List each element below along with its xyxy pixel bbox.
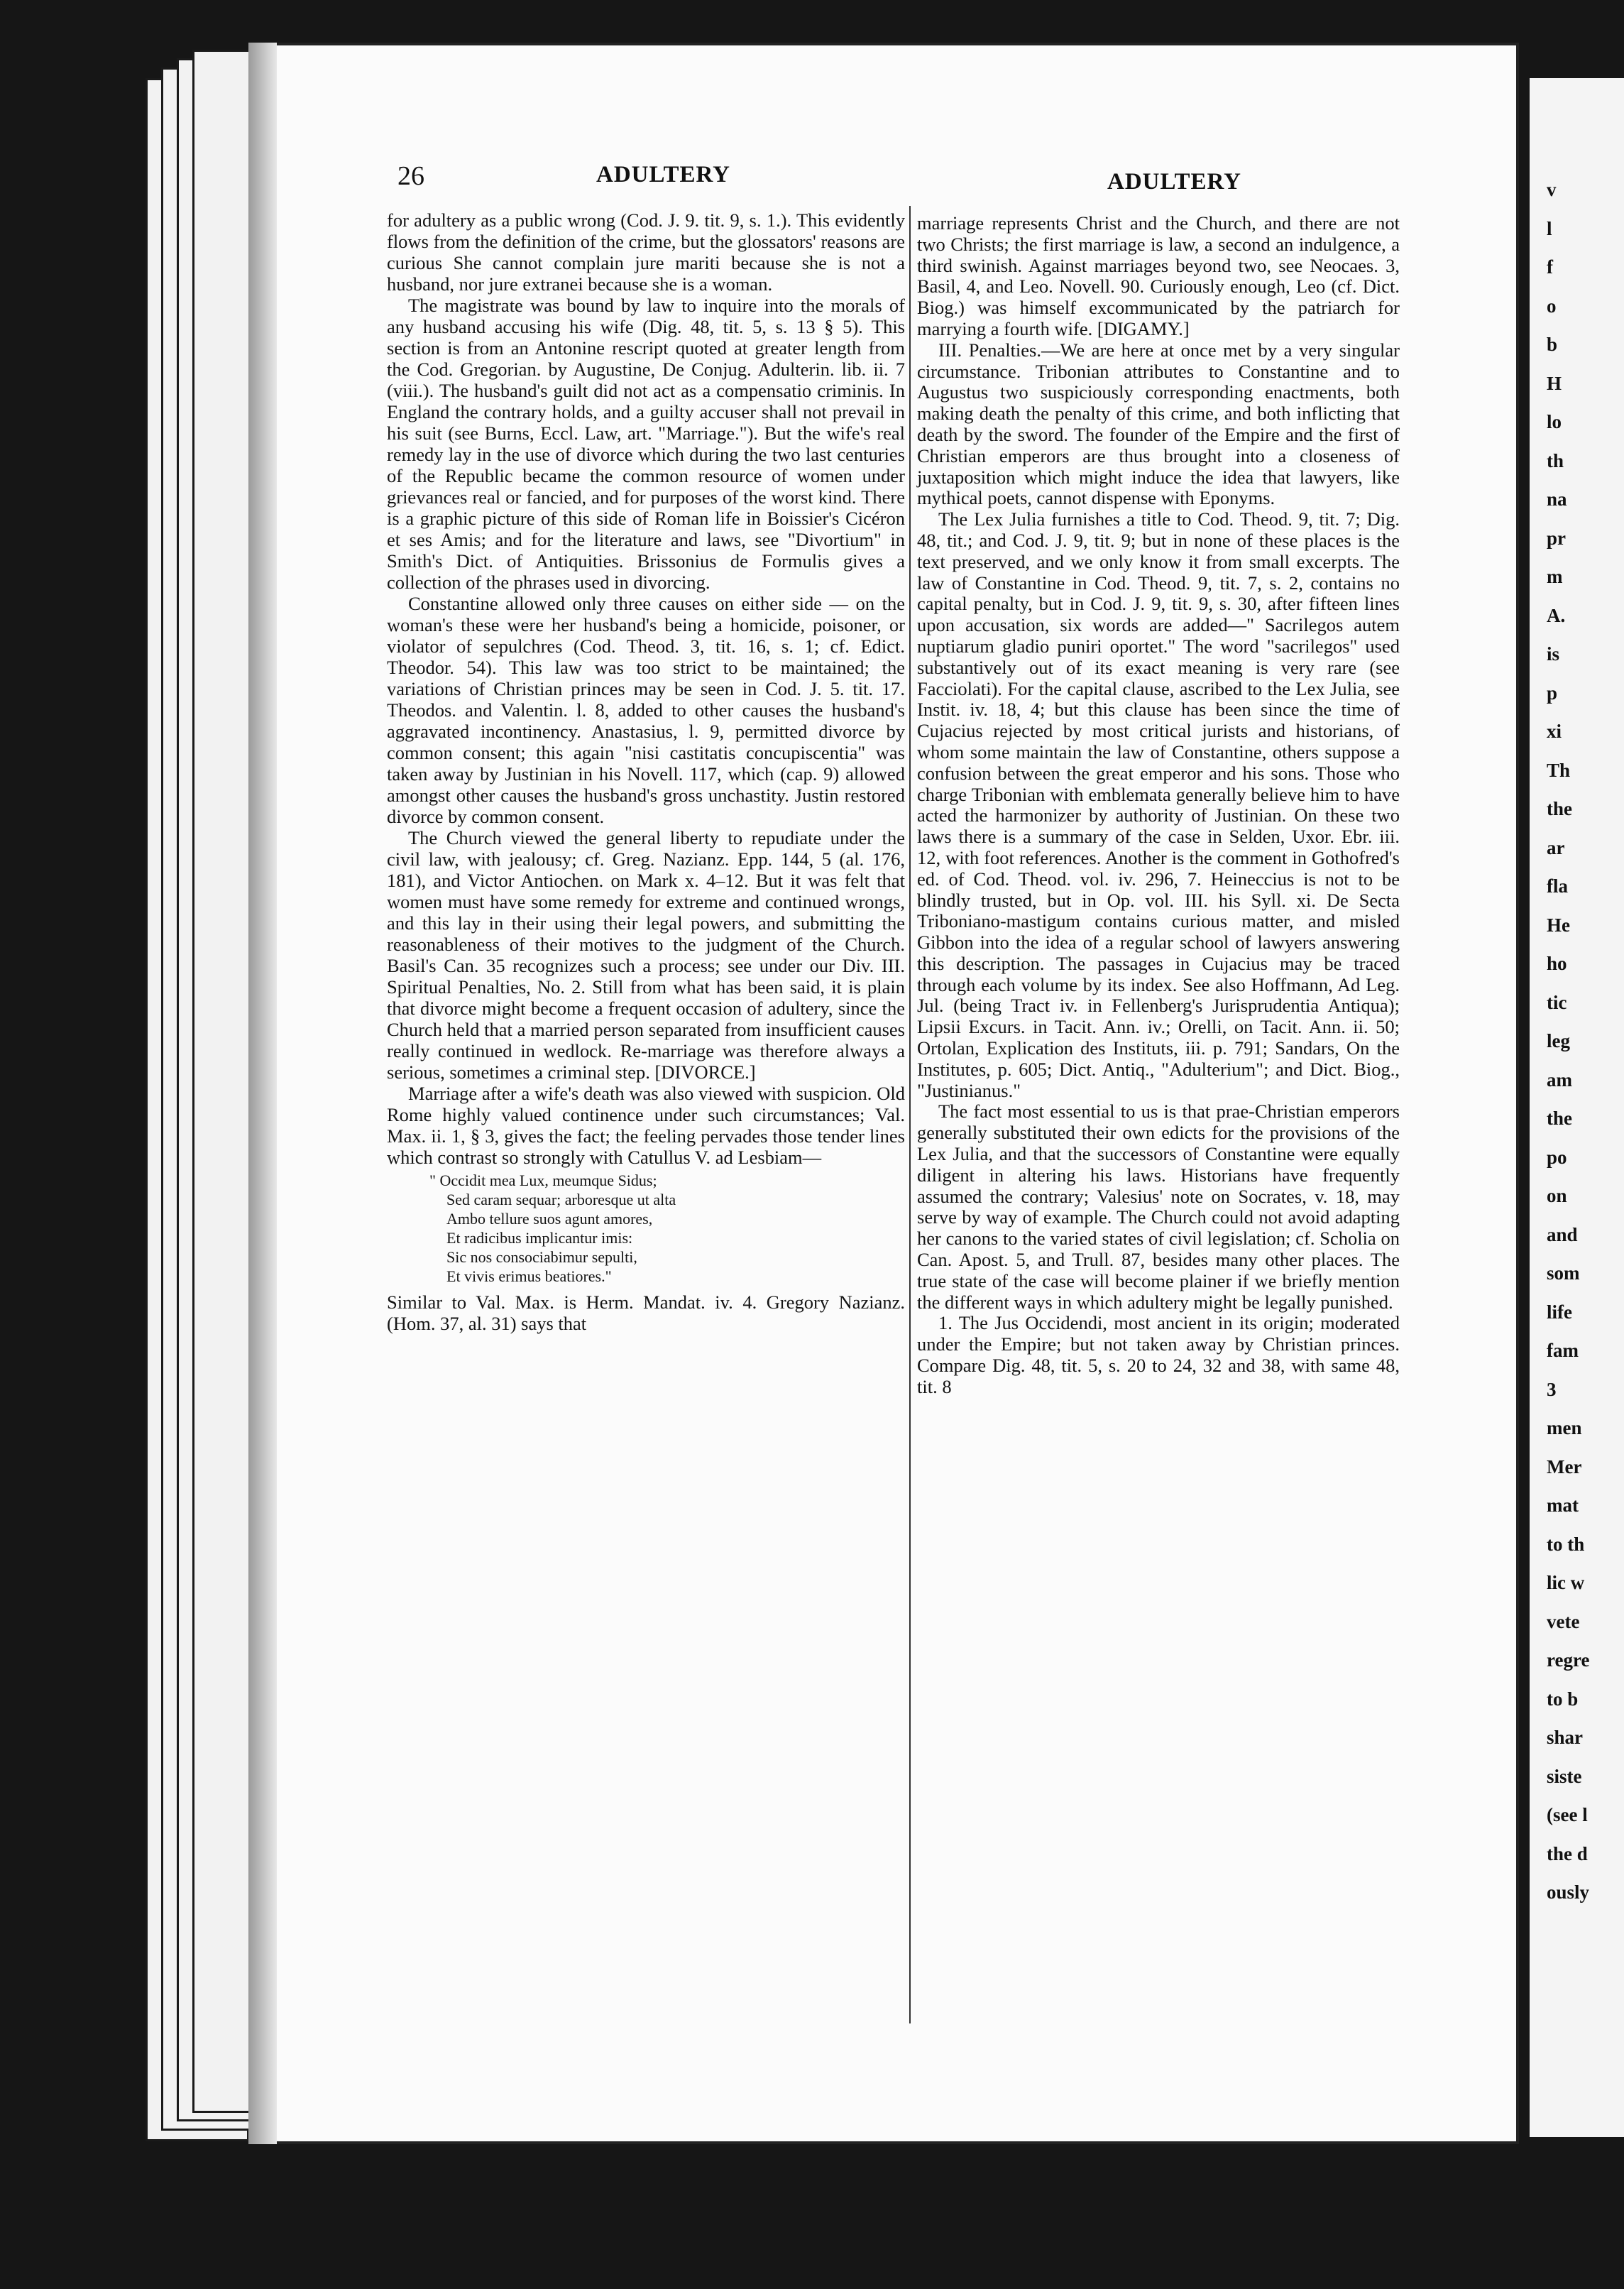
facing-page-fragment: ar (1547, 836, 1565, 858)
facing-page-fragment: shar (1547, 1727, 1584, 1748)
facing-page-fragment: (see l (1547, 1804, 1588, 1825)
facing-page-fragment: the (1547, 1108, 1572, 1129)
running-head-left: ADULTERY (596, 162, 731, 187)
facing-page-fragment: leg (1547, 1030, 1570, 1051)
facing-page-fragment: mat (1547, 1495, 1579, 1516)
verse-line: Ambo tellure suos agunt amores, (446, 1210, 653, 1228)
paragraph: III. Penalties.—We are here at once met by a very singular circumstance. Tribonian attributes to Constantine and to Augustus two suspiciously corresponding enactments, both making death the penalty of this crime, and both inflicting that death by the sword. The founder of the Empire and the first of Christian emperors are thus brought into a closeness of juxtaposition which might induce the idea that lawyers, like mythical poets, cannot dispense with Eponyms. (917, 339, 1400, 509)
facing-page-fragment: na (1547, 488, 1567, 510)
right-column (917, 213, 1400, 1398)
facing-page-fragment: p (1547, 682, 1558, 704)
paragraph: The fact most essential to us is that prae-Christian emperors generally substituted their own edicts for the provisions of the Lex Julia, and that the successors of Constantine were equally diligent in altering his laws. Historians have frequently assumed the contrary; Valesius' note on Socrates, v. 18, may serve by way of example. The Church could not avoid adapting her canons to the varied states of civil legislation; cf. Scholia on Can. Apost. 5, and Trull. 87, besides many other places. The true state of the case will become plainer if we briefly mention the different ways in which adultery might be legally punished. (917, 1100, 1400, 1313)
facing-page-fragment: siste (1547, 1765, 1582, 1787)
facing-page-fragment: vete (1547, 1610, 1580, 1632)
page-number: 26 (397, 161, 424, 191)
facing-page-fragment: th (1547, 449, 1564, 471)
paragraph: Constantine allowed only three causes on either side — on the woman's these were her husband's being a homicide, poisoner, or violator of sepulchres (Cod. Theod. 3, tit. 16, s. 1; cf. Edict. Theodor. 54). This law was too strict to be maintained; the variations of Christian princes may be seen in Cod. J. 5. tit. 17. Theodos. and Valentin. l. 8, added to other causes the husband's aggravated incontinency. Anastasius, l. 9, permitted divorce by common consent; this again "nisi castitatis concupiscentia" was taken away by Justinian in his Novell. 117, which (cap. 9) allowed amongst other causes the husband's gross unchastity. Justin restored divorce by common consent. (387, 593, 905, 827)
facing-page-fragment: the (1547, 798, 1572, 819)
verse-line: Et vivis erimus beatiores." (446, 1267, 612, 1285)
verse-line: Sic nos consociabimur sepulti, (446, 1248, 637, 1266)
facing-page-fragment: m (1547, 566, 1563, 587)
facing-page-fragment: ously (1547, 1881, 1590, 1903)
facing-page-fragment: am (1547, 1069, 1572, 1091)
facing-page-fragment: is (1547, 643, 1560, 665)
facing-page-fragment: to b (1547, 1688, 1579, 1710)
facing-page-fragment: ho (1547, 953, 1567, 974)
facing-page-fragment: and (1547, 1223, 1578, 1245)
facing-page-fragment: H (1547, 372, 1562, 394)
paragraph: 1. The Jus Occidendi, most ancient in its origin; moderated under the Empire; but not taken away by Christian princes. Compare Dig. 48, tit. 5, s. 20 to 24, 32 and 38, with same 48, tit. 8 (917, 1312, 1400, 1397)
page-binding (248, 43, 277, 2144)
paragraph: for adultery as a public wrong (Cod. J. 9. tit. 9, s. 1.). This evidently flows from the definition of the crime, but the glossators' reasons are curious She cannot complain jure mariti because she is not a husband, nor jure extranei because she is a woman. (387, 209, 905, 295)
facing-page-fragment: life (1547, 1301, 1572, 1323)
column-divider (909, 206, 911, 2023)
facing-page-fragment: som (1547, 1262, 1580, 1284)
verse-quotation (429, 1171, 905, 1286)
verse-line: Et radicibus implicantur imis: (446, 1229, 633, 1247)
facing-page-fragment: v (1547, 179, 1557, 200)
facing-page-fragment: A. (1547, 604, 1566, 626)
facing-page-fragment: pr (1547, 527, 1566, 549)
facing-page-fragment: 3 (1547, 1378, 1557, 1400)
page-stack (146, 50, 259, 2109)
paragraph: Similar to Val. Max. is Herm. Mandat. iv. 4. Gregory Nazianz. (Hom. 37, al. 31) says that (387, 1291, 905, 1334)
facing-page-fragment: xi (1547, 721, 1562, 742)
facing-page-fragment: to th (1547, 1533, 1585, 1555)
running-head-right: ADULTERY (1107, 169, 1242, 195)
facing-page-fragment: on (1547, 1185, 1567, 1206)
facing-page-fragment: Mer (1547, 1455, 1582, 1477)
facing-page-fragment: f (1547, 256, 1553, 278)
facing-page-fragment: regre (1547, 1649, 1590, 1671)
verse-line: Sed caram sequar; arboresque ut alta (446, 1191, 676, 1208)
facing-page-fragment: po (1547, 1146, 1567, 1168)
facing-page-fragment: b (1547, 334, 1558, 355)
facing-page-fragment: l (1547, 217, 1552, 239)
facing-page-fragment: tic (1547, 991, 1567, 1013)
facing-page-fragment: lic w (1547, 1572, 1585, 1593)
paragraph: Marriage after a wife's death was also viewed with suspicion. Old Rome highly valued continence under such circumstances; Val. Max. ii. 1, § 3, gives the fact; the feeling pervades those tender lines which contrast so strongly with Catullus V. ad Lesbiam— (387, 1083, 905, 1168)
facing-page (1530, 78, 1624, 2137)
paragraph: The magistrate was bound by law to inquire into the morals of any husband accusing his wife (Dig. 48, tit. 5, s. 13 § 5). This section is from an Antonine rescript quoted at greater length from the Cod. Gregorian. by Augustine, De Conjug. Adulterin. lib. ii. 7 (viii.). The husband's guilt did not act as a compensatio criminis. In England the contrary holds, and a guilty accuser shall not prevail in his suit (see Burns, Eccl. Law, art. "Marriage."). But the wife's real remedy lay in the use of divorce which during the two last centuries of the Republic became the common resource of women under grievances real or fancied, and for purposes of the worst kind. There is a graphic picture of this side of Roman life in Boissier's Cicéron et ses Amis; and for the literature and laws, see "Divortium" in Smith's Dict. of Antiquities. Brissonius de Formulis gives a collection of the phrases used in divorcing. (387, 295, 905, 593)
facing-page-fragment: o (1547, 295, 1557, 317)
paragraph: The Lex Julia furnishes a title to Cod. Theod. 9, tit. 7; Dig. 48, tit.; and Cod. J. 9, tit. 9; but in none of these places is the text preserved, and we only know it from small excerpts. The law of Constantine in Cod. Theod. 9, tit. 7, s. 2, contains no capital penalty, but in Cod. J. 9, tit. 9, s. 30, after fifteen lines upon accusation, six words are added—" Sacrilegos autem nuptiarum gladio puniri oportet." The word "sacrilegos" used substantively out of its exact meaning is very rare (see Facciolati). For the capital clause, ascribed to the Lex Julia, see Instit. iv. 18, 4; but this clause has been since the time of Cujacius rejected by most critical jurists and historians, of whom some maintain the law of Constantine, others suppose a confusion between the great emperor and his sons. Those who charge Tribonian with emblemata generally believe him to have acted the harmonizer by authority of Justinian. On these two laws there is a summary of the case in Selden, Uxor. Ebr. iii. 12, with foot references. Another is the comment in Gothofred's ed. of Cod. Theod. vol. iv. 296, 7. Heineccius is not to be blindly trusted, but in Op. vol. III. his Syll. xi. De Secta Triboniano-mastigum contains curious matter, and misled Gibbon into the idea of a regular school of lawyers answering this description. The passages in Cujacius may be traced through each volume by its index. See also Hoffmann, Ad Leg. Jul. (being Tract iv. in Fellenberg's Jurisprudentia Antiqua); Lipsii Excurs. in Tacit. Ann. iv.; Orelli, on Tacit. Ann. ii. 50; Ortolan, Explication des Instituts, iii. p. 791; Sandars, On the Institutes, p. 605; Dict. Antiq., "Adulterium"; and Dict. Biog., "Justinianus." (917, 508, 1400, 1101)
paragraph: marriage represents Christ and the Church, and there are not two Christs; the first marriage is law, a second an indulgence, a third swinish. Against marriages beyond two, see Neocaes. 3, Basil, 4, and Leo. Novell. 90. Curiously enough, Leo (cf. Dict. Biog.) was himself excommunicated by the patriarch for marrying a fourth wife. [DIGAMY.] (917, 212, 1400, 339)
facing-page-fragment: Th (1547, 759, 1571, 781)
verse-line: " Occidit mea Lux, meumque Sidus; (429, 1171, 657, 1189)
facing-page-fragment: the d (1547, 1842, 1588, 1864)
facing-page-fragment: He (1547, 914, 1570, 936)
facing-page-fragment: lo (1547, 411, 1562, 432)
left-column (387, 209, 905, 1334)
facing-page-fragment: fla (1547, 875, 1568, 897)
page-header (397, 158, 1391, 193)
paragraph: The Church viewed the general liberty to repudiate under the civil law, with jealousy; cf. Greg. Nazianz. Epp. 144, 5 (al. 176, 181), and Victor Antiochen. on Mark x. 4–12. But it was felt that women must have some remedy for extreme and continued wrongs, and this lay in their using their legal powers, and submitting the reasonableness of their motives to the judgment of the Church. Basil's Can. 35 recognizes such a process; see under our Div. III. Spiritual Penalties, No. 2. Still from what has been said, it is plain that divorce might become a frequent occasion of adultery, since the Church held that a married person separated from insufficient causes really continued in wedlock. Re-marriage was therefore always a serious, sometimes a criminal step. [DIVORCE.] (387, 827, 905, 1083)
facing-page-fragment: men (1547, 1417, 1582, 1438)
facing-page-fragment: fam (1547, 1340, 1579, 1361)
